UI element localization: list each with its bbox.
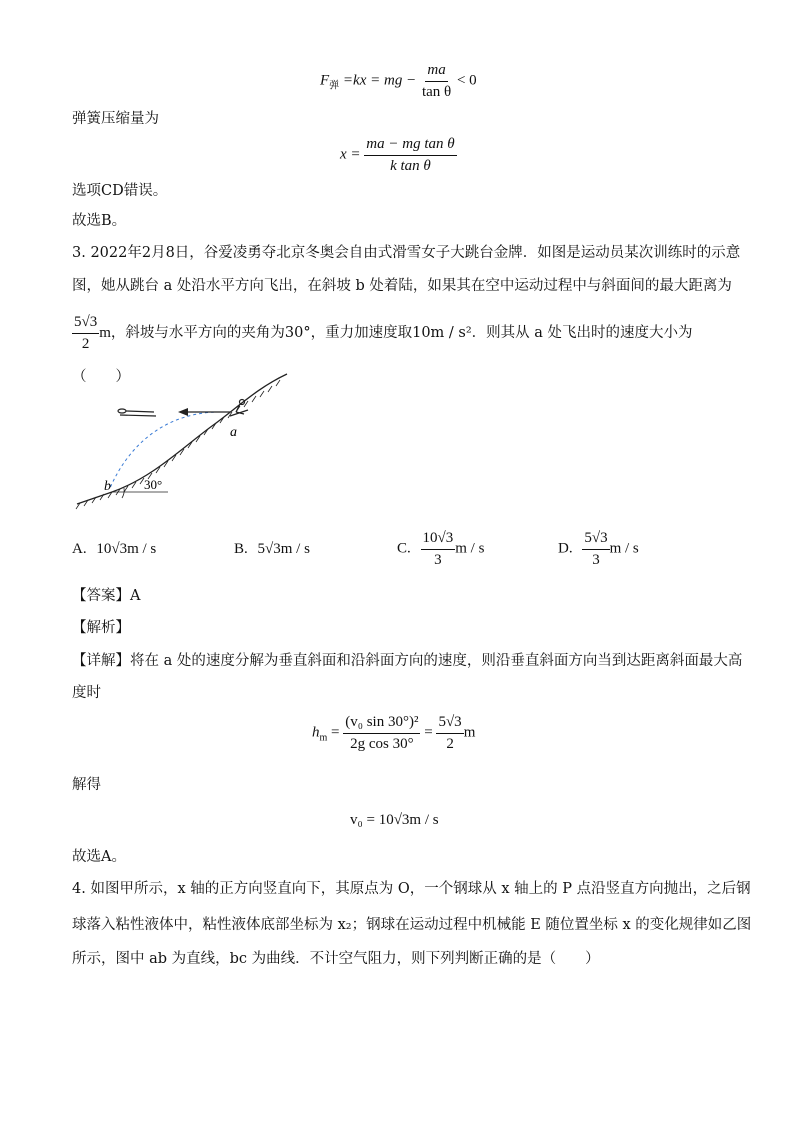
option-d-unit: m / s [609,540,639,557]
skier-in-flight [118,409,156,416]
eq3-fraction [343,714,420,752]
eq3-den: 2g cos 30° [350,735,414,752]
q3-line3-rest: ，斜坡与水平方向的夹角为30°，重力加速度取10m / s²．则其从 a 处飞出时的速度大小为 [110,325,693,341]
option-c[interactable] [397,530,484,568]
q3-line2: 图，她从跳台 a 处沿水平方向飞出，在斜坡 b 处着陆，如果其在空中运动过程中与斜面间的最大距离为 [72,278,732,294]
eq2-frac-den: k tan θ [390,157,431,174]
answer-tag: 【答案】A [72,588,141,604]
option-c-fraction [421,530,456,568]
ski-slope-figure [72,368,297,513]
compress-text: 弹簧压缩量为 [72,111,159,127]
eq1-tail: < 0 [456,72,477,89]
label-b: b [104,479,111,494]
eq3-lhs-sub: m [319,732,328,744]
velocity-arrowhead [178,408,188,416]
eq1-fraction [420,62,453,100]
eq2-frac-num: ma − mg tan θ [364,136,456,156]
q3-paren: （ ） [72,369,130,385]
detail-line2: 度时 [72,685,101,701]
choose-b-text: 故选B。 [72,213,127,229]
option-c-den: 3 [434,551,442,568]
option-c-unit: m / s [455,540,485,557]
eq3-lhs: h [312,724,320,741]
q4-line1: 4. 如图甲所示，x 轴的正方向竖直向下，其原点为 O，一个钢球从 x 轴上的 P 点沿竖直方向抛出，之后钢 [72,881,751,897]
eq2-lhs: x = [340,146,361,163]
option-d-fraction [582,530,609,568]
option-b-value: 5√3m / s [257,541,310,557]
q4-line2: 球落入粘性液体中，粘性液体底部坐标为 x₂；钢球在运动过程中机械能 E 随位置坐标 x 的变化规律如乙图 [72,917,752,933]
option-b-letter: B. [234,541,248,557]
q4-line3: 所示，图中 ab 为直线，bc 为曲线．不计空气阻力，则下列判断正确的是（ ） [72,951,600,967]
eq1-eq: =kx = mg − [342,72,417,89]
cd-wrong-text: 选项CD错误。 [72,183,168,199]
angle-arc [122,488,124,498]
eq3-rhs-den: 2 [446,735,454,752]
label-a: a [230,425,237,440]
label-angle: 30° [144,477,163,492]
equation-compression [340,136,457,174]
option-a-letter: A. [72,541,87,557]
option-c-num: 10√3 [421,530,456,550]
trajectory-dashed [110,412,220,488]
option-d-den: 3 [592,551,600,568]
option-b[interactable] [234,542,310,557]
option-d-letter: D. [558,540,573,557]
eq2-fraction [364,136,456,174]
equation-v0: v₀ = 10√3m / s [350,812,439,828]
option-d-num: 5√3 [582,530,609,550]
detail-line1: 【详解】将在 a 处的速度分解为垂直斜面和沿斜面方向的速度，则沿垂直斜面方向当到达距离斜面最大高 [72,653,743,669]
q3-line3 [72,314,693,352]
q3-distance-fraction [72,314,99,352]
analysis-tag: 【解析】 [72,620,130,636]
solve-text: 解得 [72,777,101,793]
q3-line1: 3. 2022年2月8日，谷爱凌勇夺北京冬奥会自由式滑雪女子大跳台金牌．如图是运动员某次训练时的示意 [72,245,741,261]
q3-dist-den: 2 [81,335,90,352]
eq1-frac-num: ma [425,62,447,82]
eq3-num: (v₀ sin 30°)² [343,714,420,734]
eq1-lhs-sub: 弹 [329,80,340,92]
equation-max-height: $h_m$ = $\frac{\text{(v₀ sin 30°)²}}{\text{2g cos 30°}}$ = $\frac{5√3}{2}$ m [312,714,476,752]
eq3-rhs-num: 5√3 [436,714,463,734]
option-a-value: 10√3m / s [96,541,157,557]
eq3-rhs-unit: m [463,724,476,741]
q3-dist-num: 5√3 [72,314,99,334]
option-a[interactable] [72,542,156,557]
eq3-rhs-fraction [436,714,463,752]
eq1-frac-den: tan θ [421,83,452,100]
option-d[interactable] [558,530,639,568]
eq1-lhs-var: F [320,72,330,89]
option-c-letter: C. [397,540,411,557]
choose-a-text: 故选A。 [72,849,126,865]
equation-spring-force [320,62,477,100]
q3-dist-unit: m [99,325,111,341]
